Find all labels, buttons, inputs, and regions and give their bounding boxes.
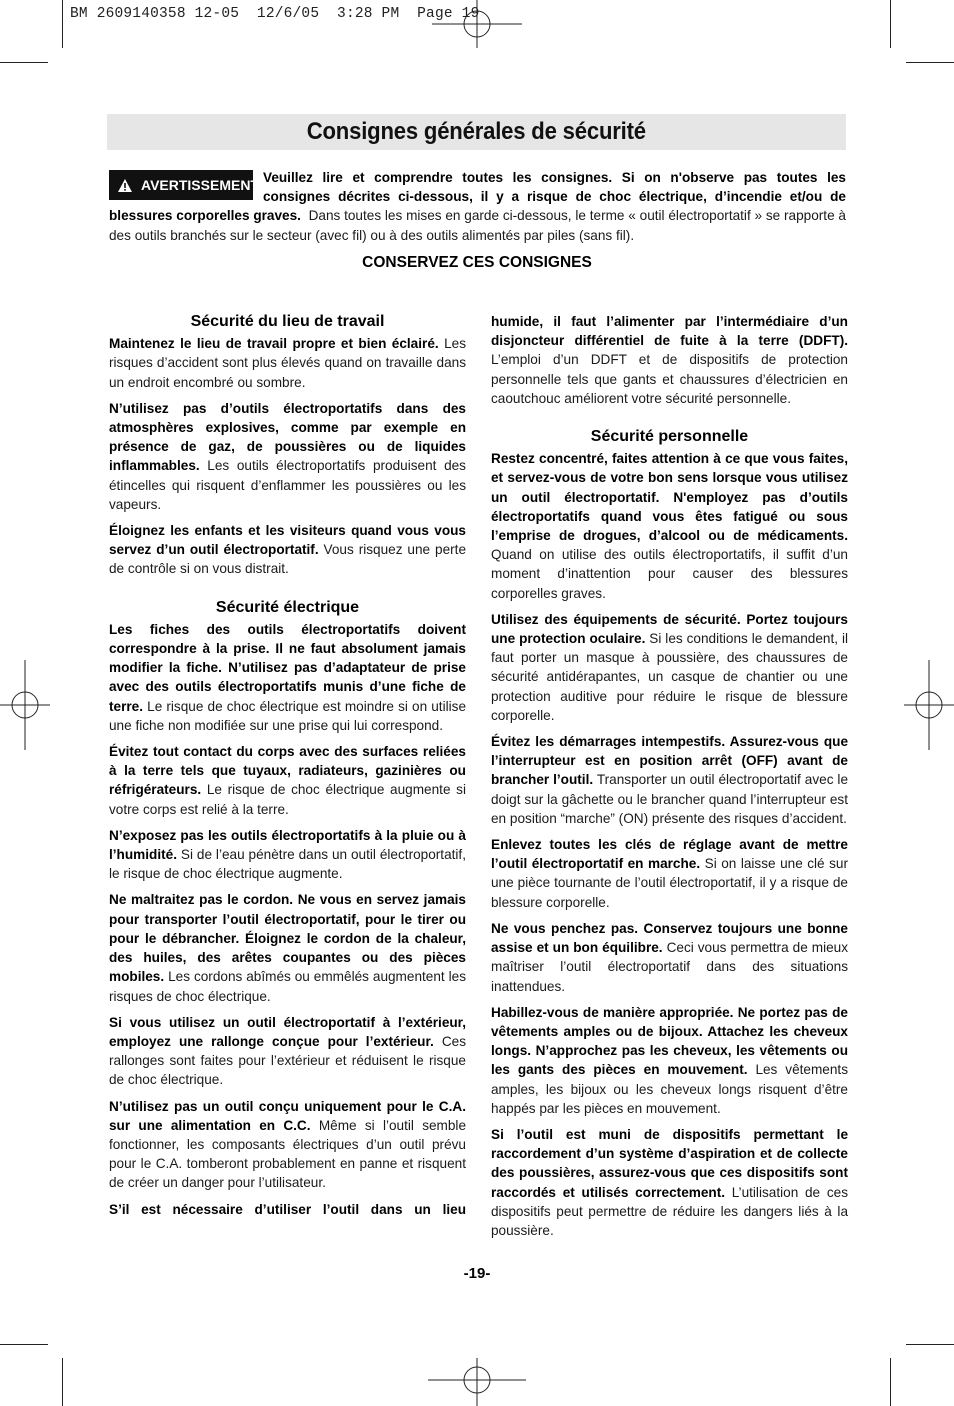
paragraph xyxy=(109,742,466,819)
paragraph-bold: Évitez les démarrages intempestifs. Assurez-vous que l’interrupteur est en position arrêt (OFF) avant de brancher l’outil. xyxy=(491,734,848,788)
paragraph-text: Les vêtements amples, les bijoux ou les cheveux longs risquent d’être happés par les pièces en mouvement. xyxy=(491,1062,848,1116)
intro-text: Dans toutes les mises en garde ci-dessous, le terme « outil électroportatif » se rapporte à des outils branchés sur le secteur (avec fil) ou à des outils alimentés par piles (sans fil). xyxy=(109,208,846,243)
registration-mark-right xyxy=(904,660,954,750)
paragraph xyxy=(491,610,848,725)
paragraph-text: Si de l’eau pénètre dans un outil électroportatif, le risque de choc électrique augmente. xyxy=(109,847,466,882)
paragraph xyxy=(491,919,848,996)
paragraph xyxy=(491,835,848,912)
paragraph-bold: Éloignez les enfants et les visiteurs quand vous vous servez d’un outil électroportatif. xyxy=(109,523,466,558)
paragraph-bold: humide, il faut l’alimenter par l’intermédiaire d’un disjoncteur différentiel de fuite à la terre (DDFT). xyxy=(491,314,848,349)
paragraph-bold: N’utilisez pas d’outils électroportatifs dans des atmosphères explosives, comme par exemple en présence de gaz, de poussières ou de liquides inflammables. xyxy=(109,400,466,474)
paragraph xyxy=(109,620,466,735)
crop-mark xyxy=(62,0,63,48)
paragraph xyxy=(109,1013,466,1090)
warning-badge-label: AVERTISSEMENT xyxy=(141,177,259,193)
paragraph-bold: Habillez-vous de manière appropriée. Ne portez pas de vêtements amples ou de bijoux. Attachez les cheveux longs. N’approchez pas les cheveux, les vêtements ou les gants des pièces en mouvement. xyxy=(491,1004,848,1078)
section-heading-electrical: Sécurité électrique xyxy=(215,598,360,616)
page-title: Consignes générales de sécurité xyxy=(306,118,647,145)
paragraph-text: Les risques d’accident sont plus élevés quand on travaille dans un endroit encombré ou sombre. xyxy=(109,336,466,390)
intro-warning xyxy=(109,168,846,245)
paragraph-text: Transporter un outil électroportatif avec le doigt sur la gâchette ou le brancher quand l’interrupteur est en position “marche” (ON) présente des risques d’accident. xyxy=(491,772,849,826)
paragraph-bold: Maintenez le lieu de travail propre et bien éclairé. xyxy=(109,336,439,352)
paragraph xyxy=(109,826,466,884)
paragraph xyxy=(491,732,848,828)
crop-mark xyxy=(0,1344,48,1345)
paragraph-bold: Enlevez toutes les clés de réglage avant de mettre l’outil électroportatif en marche. xyxy=(491,837,848,872)
left-column xyxy=(109,312,466,1226)
paragraph xyxy=(491,1125,848,1240)
paragraph-text: Quand on utilise des outils électroportatifs, il suffit d’un moment d’inattention pour causer des blessures corporelles graves. xyxy=(491,547,848,601)
paragraph-bold: Les fiches des outils électroportatifs doivent correspondre à la prise. Il ne faut absolument jamais modifier la fiche. N’utilisez pas d’adaptateur de prise avec des outils électroportatifs munis d’une fiche de terre. xyxy=(109,621,466,714)
paragraph xyxy=(109,399,466,514)
keep-instructions-heading: CONSERVEZ CES CONSIGNES xyxy=(362,254,592,271)
paragraph xyxy=(109,334,466,392)
paragraph-bold: Utilisez des équipements de sécurité. Portez toujours une protection oculaire. xyxy=(491,611,848,647)
paragraph xyxy=(109,521,466,579)
registration-mark-top xyxy=(432,0,522,48)
paragraph xyxy=(109,1200,466,1219)
registration-mark-bottom xyxy=(428,1358,526,1406)
paragraph-bold: Si l’outil est muni de dispositifs permettant le raccordement d’un système d’aspiration et de collecte des poussières, assurez-vous que ces dispositifs sont raccordés et utilisés correctement. xyxy=(491,1126,848,1200)
paragraph-bold: Ne maltraitez pas le cordon. Ne vous en servez jamais pour transporter l’outil électroportatif, pour le tirer ou pour le débrancher. Éloignez le cordon de la chaleur, des huiles, des arêtes coupantes ou des pièces mobiles. xyxy=(109,892,466,985)
paragraph xyxy=(491,312,848,408)
crop-mark xyxy=(906,1344,954,1345)
paragraph-text: Ces rallonges sont faites pour l’extérieur et réduisent le risque de choc électrique. xyxy=(109,1033,466,1088)
crop-mark xyxy=(906,62,954,63)
paragraph-text: Vous risquez une perte de contrôle si on vous distrait. xyxy=(109,542,467,577)
warning-badge xyxy=(109,170,259,200)
paragraph-text: Même si l’outil semble fonctionner, les composants électriques d’un outil prévu pour le C.A. tomberont probablement en panne et risquent de créer un danger pour l’utilisateur. xyxy=(109,1117,467,1191)
crop-mark xyxy=(0,62,48,63)
paragraph-text: L’utilisation de ces dispositifs peut permettre de réduire les dangers liés à la poussière. xyxy=(491,1184,848,1238)
paragraph-bold: N’utilisez pas un outil conçu uniquement pour le C.A. sur une alimentation en C.C. xyxy=(109,1098,466,1133)
crop-mark xyxy=(62,1358,63,1406)
paragraph xyxy=(491,1003,848,1118)
print-slug: BM 2609140358 12-05 12/6/05 3:28 PM Page 19 xyxy=(70,6,480,22)
paragraph-text: Les cordons abîmés ou emmêlés augmentent les risques de choc électrique. xyxy=(109,969,466,1004)
intro-bold-text: Veuillez lire et comprendre toutes les consignes. Si on n'observe pas toutes les consignes décrites ci-dessous, il y a risque de choc électrique, d’incendie et/ou de blessures corporelles graves. xyxy=(109,170,846,224)
page-number: -19- xyxy=(463,1265,491,1282)
registration-mark-left xyxy=(0,660,50,750)
paragraph-bold: N’exposez pas les outils électroportatifs à la pluie ou à l’humidité. xyxy=(109,827,466,863)
paragraph-bold: S’il est nécessaire d’utiliser l’outil dans un lieu xyxy=(109,1201,466,1217)
paragraph xyxy=(109,890,466,1005)
section-heading-work-area: Sécurité du lieu de travail xyxy=(190,313,385,330)
crop-mark xyxy=(890,0,891,48)
paragraph-text: Le risque de choc électrique augmente si votre corps est relié à la terre. xyxy=(109,782,466,817)
paragraph xyxy=(109,1097,466,1193)
paragraph-text: Ceci vous permettra de mieux maîtriser l’outil électroportatif dans des situations inattendues. xyxy=(491,940,849,994)
paragraph-text: L’emploi d’un DDFT et de dispositifs de protection personnelle tels que gants et chaussures d’électricien en caoutchouc améliorent votre sécurité personnelle. xyxy=(491,352,848,406)
paragraph-bold: Si vous utilisez un outil électroportatif à l’extérieur, employez une rallonge conçue pour l’extérieur. xyxy=(109,1014,466,1049)
section-heading-personal: Sécurité personnelle xyxy=(590,428,749,446)
right-column xyxy=(491,312,848,1247)
crop-mark xyxy=(890,1358,891,1406)
paragraph-text: Si les conditions le demandent, il faut porter un masque à poussière, des chaussures de sécurité antidérapantes, un casque de chantier ou une protection auditive pour réduire le risque de blessure corporelle. xyxy=(491,631,848,723)
paragraph-text: Les outils électroportatifs produisent des étincelles qui risquent d’enflammer les poussières ou les vapeurs. xyxy=(109,458,466,512)
paragraph-text: Le risque de choc électrique est moindre si on utilise une fiche non modifiée sur une prise qui lui correspond. xyxy=(109,698,466,733)
paragraph-bold: Ne vous penchez pas. Conservez toujours une bonne assise et un bon équilibre. xyxy=(491,920,848,956)
title-bar xyxy=(107,114,846,150)
paragraph-text: Si on laisse une clé sur une pièce tournante de l’outil électroportatif, il y a risque de blessure corporelle. xyxy=(491,856,848,910)
paragraph xyxy=(491,449,848,603)
paragraph-bold: Évitez tout contact du corps avec des surfaces reliées à la terre tels que tuyaux, radiateurs, gazinières ou réfrigérateurs. xyxy=(109,744,466,798)
warning-triangle-icon xyxy=(117,178,133,193)
paragraph-bold: Restez concentré, faites attention à ce que vous faites, et servez-vous de votre bon sens lorsque vous utilisez un outil électroportatif. N'employez pas d’outils électroportatifs quand vous êtes fatigué ou sous l’emprise de drogues, d’alcool ou de médicaments. xyxy=(491,451,848,544)
